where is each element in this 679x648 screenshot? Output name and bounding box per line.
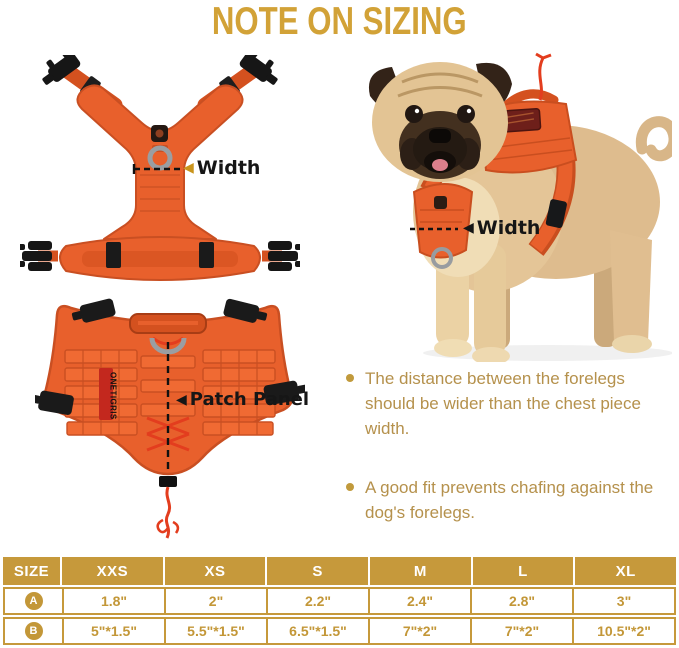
hind-leg: [610, 230, 652, 342]
size-table: [3, 557, 676, 645]
col-header-xxs: XXS: [60, 557, 163, 585]
cell-a-m: 2.4": [368, 589, 470, 613]
tongue: [432, 159, 448, 171]
brand-tag-text: ONETIGRIS: [108, 372, 118, 420]
cell-a-l: 2.8": [470, 589, 572, 613]
cell-b-s: 6.5"*1.5": [266, 619, 368, 643]
note-item: [346, 475, 673, 525]
cell-b-xl: 10.5"*2": [572, 619, 674, 643]
buckle-bottom-left-icon: [20, 241, 52, 271]
left-arrow-icon: ◀: [183, 160, 194, 176]
note-text: The distance between the forelegs should be wider than the chest piece width.: [365, 369, 641, 438]
size-table-header: [3, 557, 676, 585]
dog-width-text: Width: [476, 217, 541, 239]
cell-b-xxs: 5"*1.5": [62, 619, 164, 643]
table-row-b: [3, 617, 676, 645]
col-header-l: L: [471, 557, 574, 585]
col-header-m: M: [368, 557, 471, 585]
cell-b-xs: 5.5"*1.5": [164, 619, 266, 643]
cell-a-xl: 3": [572, 589, 674, 613]
page-title: NOTE ON SIZING: [212, 0, 467, 43]
col-header-size: SIZE: [13, 562, 50, 580]
row-a-badge: A: [25, 592, 43, 610]
table-row-a: [3, 587, 676, 615]
belly-band-strap-overlay: [82, 251, 238, 267]
col-header-xl: XL: [573, 557, 676, 585]
col-header-xs: XS: [163, 557, 266, 585]
patch-panel-label: [176, 389, 309, 410]
row-label-cell: [5, 589, 62, 613]
note-text: A good fit prevents chafing against the dog's forelegs.: [365, 478, 654, 522]
sizing-notes: [346, 366, 673, 525]
dog-wearing-harness-image: [358, 52, 672, 367]
belly-slider-right-icon: [199, 242, 214, 268]
bullet-icon: [346, 374, 354, 382]
front-width-text: Width: [196, 157, 261, 179]
cell-b-m: 7"*2": [368, 619, 470, 643]
cell-a-s: 2.2": [266, 589, 368, 613]
page-title-wrap: [0, 0, 679, 44]
cord-lock-icon: [159, 476, 177, 487]
dog-width-label: [463, 217, 540, 239]
col-header-s: S: [265, 557, 368, 585]
cell-a-xxs: 1.8": [62, 589, 164, 613]
buckle-bottom-right-icon: [268, 241, 300, 271]
left-arrow-icon: ◀: [463, 220, 474, 236]
curled-tail: [641, 122, 672, 156]
row-label-cell: [5, 619, 62, 643]
cell-a-xs: 2": [164, 589, 266, 613]
nose: [429, 129, 451, 143]
left-arrow-icon: ◀: [176, 391, 187, 408]
eye-right: [457, 105, 475, 123]
bullet-icon: [346, 483, 354, 491]
row-b-badge: B: [25, 622, 43, 640]
brand-emblem-icon: [434, 196, 447, 209]
note-item: [346, 366, 673, 441]
harness-back-view-drawing: [35, 298, 305, 543]
dog-drawing: [358, 52, 672, 362]
cell-b-l: 7"*2": [470, 619, 572, 643]
brand-emblem-detail: [156, 130, 164, 138]
belly-slider-left-icon: [106, 242, 121, 268]
patch-panel-text: Patch Panel: [189, 389, 310, 410]
front-width-label: [183, 157, 260, 179]
eye-left: [405, 105, 423, 123]
harness-back-view-image: [35, 298, 305, 548]
